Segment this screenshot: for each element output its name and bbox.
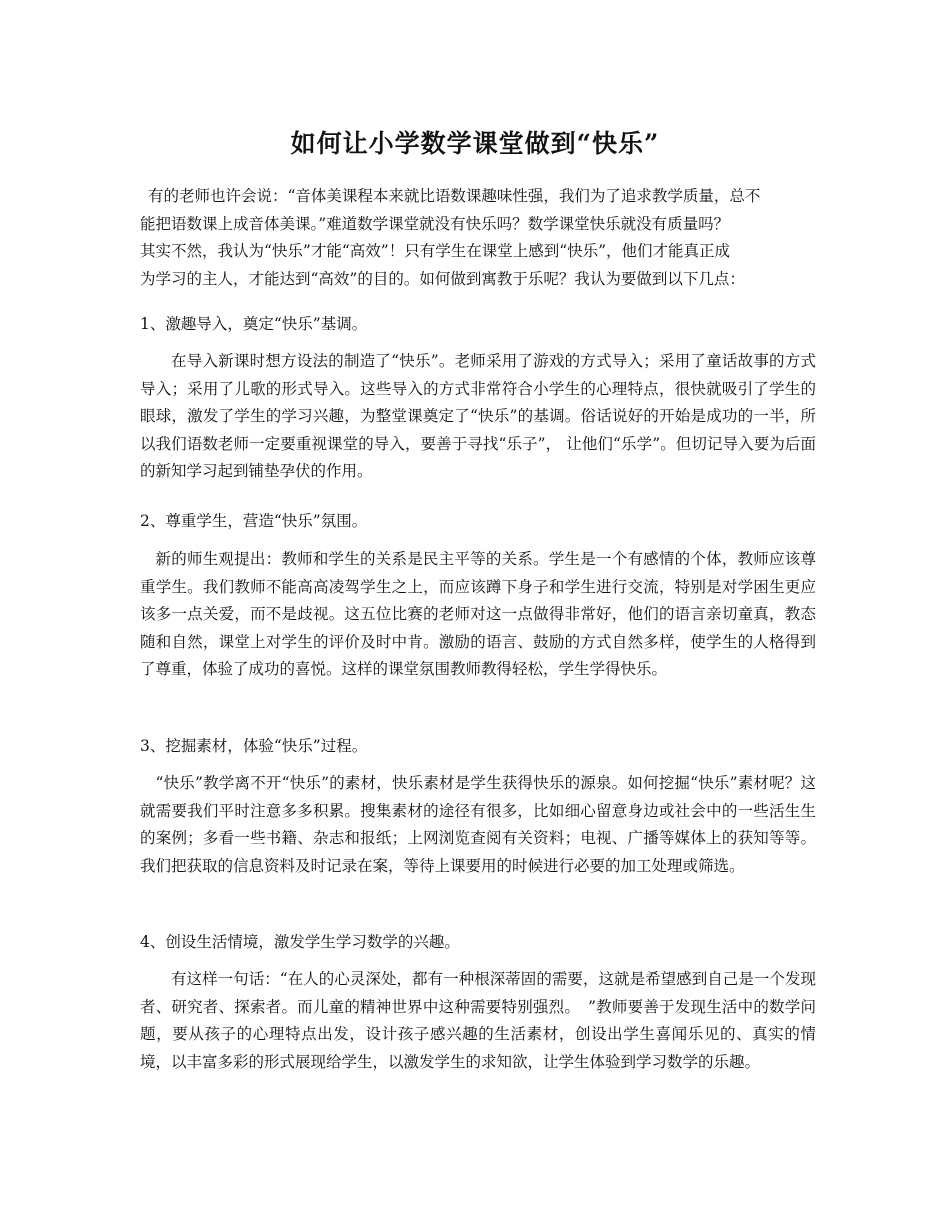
intro-line: 其实不然，我认为“快乐”才能“高效”！只有学生在课堂上感到“快乐”，他们才能真正成: [140, 242, 731, 260]
section-body-2: 新的师生观提出：教师和学生的关系是民主平等的关系。学生是一个有感情的个体，教师应该尊重学生。我们教师不能高高凌驾学生之上，而应该蹲下身子和学生进行交流，特别是对学困生更应该多一点关爱，而不是歧视。这五位比赛的老师对这一点做得非常好，他们的语言亲切童真，教态随和自然，课堂上对学生的评价及时中肯。激励的语言、鼓励的方式自然多样，使学生的人格得到了尊重，体验了成功的喜悦。这样的课堂氛围教师教得轻松，学生学得快乐。: [140, 550, 816, 678]
intro-line: 有的老师也许会说：“音体美课程本来就比语数课趣味性强，我们为了追求教学质量，总不: [148, 187, 761, 205]
intro-line: 能把语数课上成音体美课。”难道数学课堂就没有快乐吗？数学课堂快乐就没有质量吗？: [140, 214, 730, 233]
section-heading-1: 1、激趣导入，奠定“快乐”基调。: [140, 315, 368, 333]
section-body-3: “快乐”教学离不开“快乐”的素材，快乐素材是学生获得快乐的源泉。如何挖掘“快乐”素材呢？这就需要我们平时注意多多积累。搜集素材的途径有很多，比如细心留意身边或社会中的一些活生生的案例；多看一些书籍、杂志和报纸；上网浏览查阅有关资料；电视、广播等媒体上的获知等等。我们把获取的信息资料及时记录在案，等待上课要用的时候进行必要的加工处理或筛选。: [140, 774, 816, 875]
intro-line: 为学习的主人，才能达到“高效”的目的。如何做到寓教于乐呢？我认为要做到以下几点：: [140, 269, 745, 288]
section-body-4: 有这样一句话：“在人的心灵深处，都有一种根深蒂固的需要，这就是希望感到自己是一个发现者、研究者、探索者。而儿童的精神世界中这种需要特别强烈。 ”教师要善于发现生活中的数学问题，要从孩子的心理特点出发，设计孩子感兴趣的生活素材，创设出学生喜闻乐见的、真实的情境，以丰富多彩的形式展现给学生，以激发学生的求知欲，让学生体验到学习数学的乐趣。: [140, 970, 816, 1071]
section-body-1: 在导入新课时想方设法的制造了“快乐”。老师采用了游戏的方式导入；采用了童话故事的方式导入；采用了儿歌的形式导入。这些导入的方式非常符合小学生的心理特点，很快就吸引了学生的眼球，激发了学生的学习兴趣，为整堂课奠定了“快乐”的基调。俗话说好的开始是成功的一半，所以我们语数老师一定要重视课堂的导入，要善于寻找“乐子”， 让他们“乐学”。但切记导入要为后面的新知学习起到铺垫孕伏的作用。: [140, 352, 816, 480]
section-heading-2: 2、尊重学生，营造“快乐”氛围。: [140, 512, 368, 530]
section-heading-3: 3、挖掘素材，体验“快乐”过程。: [140, 737, 368, 755]
section-heading-4: 4、创设生活情境，激发学生学习数学的兴趣。: [140, 933, 460, 951]
document-title: 如何让小学数学课堂做到“快乐”: [290, 129, 660, 158]
intro-paragraph: [140, 183, 816, 293]
